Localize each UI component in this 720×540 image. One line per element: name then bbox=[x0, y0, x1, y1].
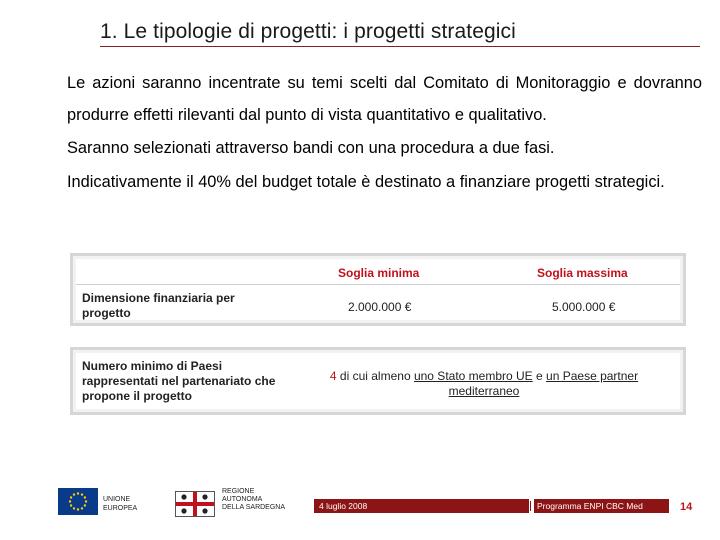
sardinia-label-line-3: DELLA SARDEGNA bbox=[222, 504, 286, 511]
eu-member-state-link[interactable]: uno Stato membro UE bbox=[413, 369, 533, 383]
eu-label-line-2: EUROPEA bbox=[103, 505, 138, 512]
footer bbox=[0, 488, 720, 518]
row-label-financial-size: Dimensione finanziaria per progetto bbox=[82, 291, 235, 320]
partnership-table bbox=[70, 347, 686, 415]
min-countries-text-1: di cui almeno bbox=[336, 369, 414, 383]
sardinia-label-line-2: AUTONOMA bbox=[222, 496, 263, 503]
title-underline bbox=[100, 46, 700, 47]
budget-threshold-table bbox=[70, 253, 686, 326]
page-number: 14 bbox=[680, 501, 693, 513]
min-countries-number: 4 bbox=[329, 369, 337, 383]
sardinia-label bbox=[222, 488, 285, 512]
header-divider bbox=[76, 284, 680, 285]
mediterranean-partner-link[interactable]: un Paese partner mediterraneo bbox=[448, 369, 639, 398]
sardinia-emblem-icon bbox=[175, 491, 215, 517]
paragraph-2: Saranno selezionati attraverso bandi con una procedura a due fasi. bbox=[67, 139, 555, 157]
header-min-threshold: Soglia minima bbox=[338, 266, 420, 280]
slide-title: 1. Le tipologie di progetti: i progetti strategici bbox=[100, 20, 516, 43]
value-max-threshold: 5.000.000 € bbox=[552, 300, 616, 314]
eu-flag-icon bbox=[58, 488, 98, 515]
footer-programme: Programma ENPI CBC Med bbox=[534, 499, 669, 513]
footer-separator-tick bbox=[530, 501, 531, 511]
min-countries-value bbox=[309, 369, 659, 399]
header-max-threshold: Soglia massima bbox=[537, 266, 628, 280]
row-label-min-countries: Numero minimo di Paesi rappresentati nel partenariato che propone il progetto bbox=[82, 359, 276, 403]
min-countries-text-2: e bbox=[532, 369, 547, 383]
eu-label bbox=[103, 495, 137, 513]
footer-date: 4 luglio 2008 bbox=[314, 499, 529, 513]
paragraph-1: Le azioni saranno incentrate su temi scelti dal Comitato di Monitoraggio e dovranno produrre effetti rilevanti dal punto di vista quantitativo e qualitativo. bbox=[67, 74, 702, 124]
paragraph-3: Indicativamente il 40% del budget totale è destinato a finanziare progetti strategici. bbox=[67, 173, 665, 191]
eu-label-line-1: UNIONE bbox=[103, 496, 131, 503]
sardinia-label-line-1: REGIONE bbox=[222, 488, 255, 495]
value-min-threshold: 2.000.000 € bbox=[348, 300, 412, 314]
